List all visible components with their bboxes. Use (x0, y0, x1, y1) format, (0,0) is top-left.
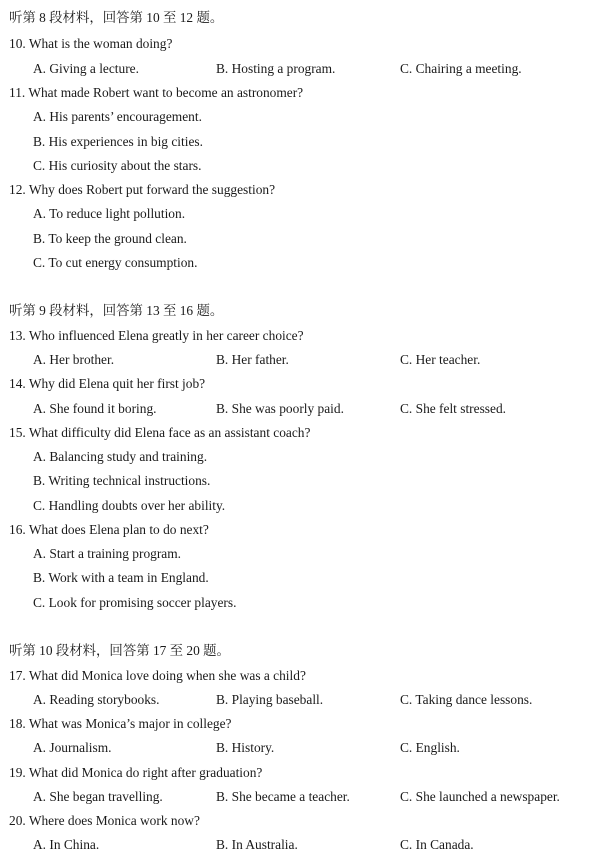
option-a: A. She found it boring. (33, 401, 157, 416)
option-c: C. English. (400, 740, 460, 755)
option-b: B. Work with a team in England. (33, 570, 209, 585)
question-stem: 15. What difficulty did Elena face as an assistant coach? (9, 425, 311, 440)
question-stem: 16. What does Elena plan to do next? (9, 522, 209, 537)
option-b: B. Her father. (216, 352, 289, 367)
option-a: A. She began travelling. (33, 789, 163, 804)
option-b: B. His experiences in big cities. (33, 134, 203, 149)
option-b: B. She was poorly paid. (216, 401, 344, 416)
section-header: 听第 8 段材料，回答第 10 至 12 题。 (9, 10, 224, 25)
option-b: B. She became a teacher. (216, 789, 350, 804)
option-b: B. Writing technical instructions. (33, 473, 211, 488)
option-a: A. Her brother. (33, 352, 115, 367)
question-stem: 20. Where does Monica work now? (9, 813, 200, 828)
option-c: C. In Canada. (400, 837, 474, 852)
option-c: C. Taking dance lessons. (400, 692, 533, 707)
option-b: B. Playing baseball. (216, 692, 324, 707)
option-a: A. His parents’ encouragement. (33, 109, 202, 124)
option-a: A. In China. (33, 837, 100, 852)
question-stem: 11. What made Robert want to become an astronomer? (9, 85, 304, 100)
question-stem: 14. Why did Elena quit her first job? (9, 376, 206, 391)
option-c: C. Handling doubts over her ability. (33, 498, 226, 513)
option-a: A. Balancing study and training. (33, 449, 208, 464)
section-header: 听第 10 段材料，回答第 17 至 20 题。 (9, 643, 230, 658)
option-c: C. She felt stressed. (400, 401, 506, 416)
option-c: C. To cut energy consumption. (33, 255, 198, 270)
option-b: B. In Australia. (216, 837, 298, 852)
question-stem: 13. Who influenced Elena greatly in her career choice? (9, 328, 304, 343)
option-c: C. His curiosity about the stars. (33, 158, 202, 173)
question-stem: 17. What did Monica love doing when she was a child? (9, 668, 306, 683)
option-a: A. Reading storybooks. (33, 692, 160, 707)
option-b: B. History. (216, 740, 275, 755)
section-header: 听第 9 段材料，回答第 13 至 16 题。 (9, 303, 224, 318)
option-a: A. Giving a lecture. (33, 61, 139, 76)
option-c: C. Chairing a meeting. (400, 61, 522, 76)
option-a: A. Start a training program. (33, 546, 182, 561)
question-stem: 12. Why does Robert put forward the suggestion? (9, 182, 276, 197)
option-a: A. To reduce light pollution. (33, 206, 186, 221)
option-b: B. To keep the ground clean. (33, 231, 187, 246)
option-c: C. She launched a newspaper. (400, 789, 560, 804)
question-stem: 18. What was Monica’s major in college? (9, 716, 232, 731)
option-c: C. Her teacher. (400, 352, 481, 367)
option-a: A. Journalism. (33, 740, 112, 755)
option-b: B. Hosting a program. (216, 61, 336, 76)
question-stem: 10. What is the woman doing? (9, 36, 173, 51)
question-stem: 19. What did Monica do right after graduation? (9, 765, 263, 780)
option-c: C. Look for promising soccer players. (33, 595, 237, 610)
